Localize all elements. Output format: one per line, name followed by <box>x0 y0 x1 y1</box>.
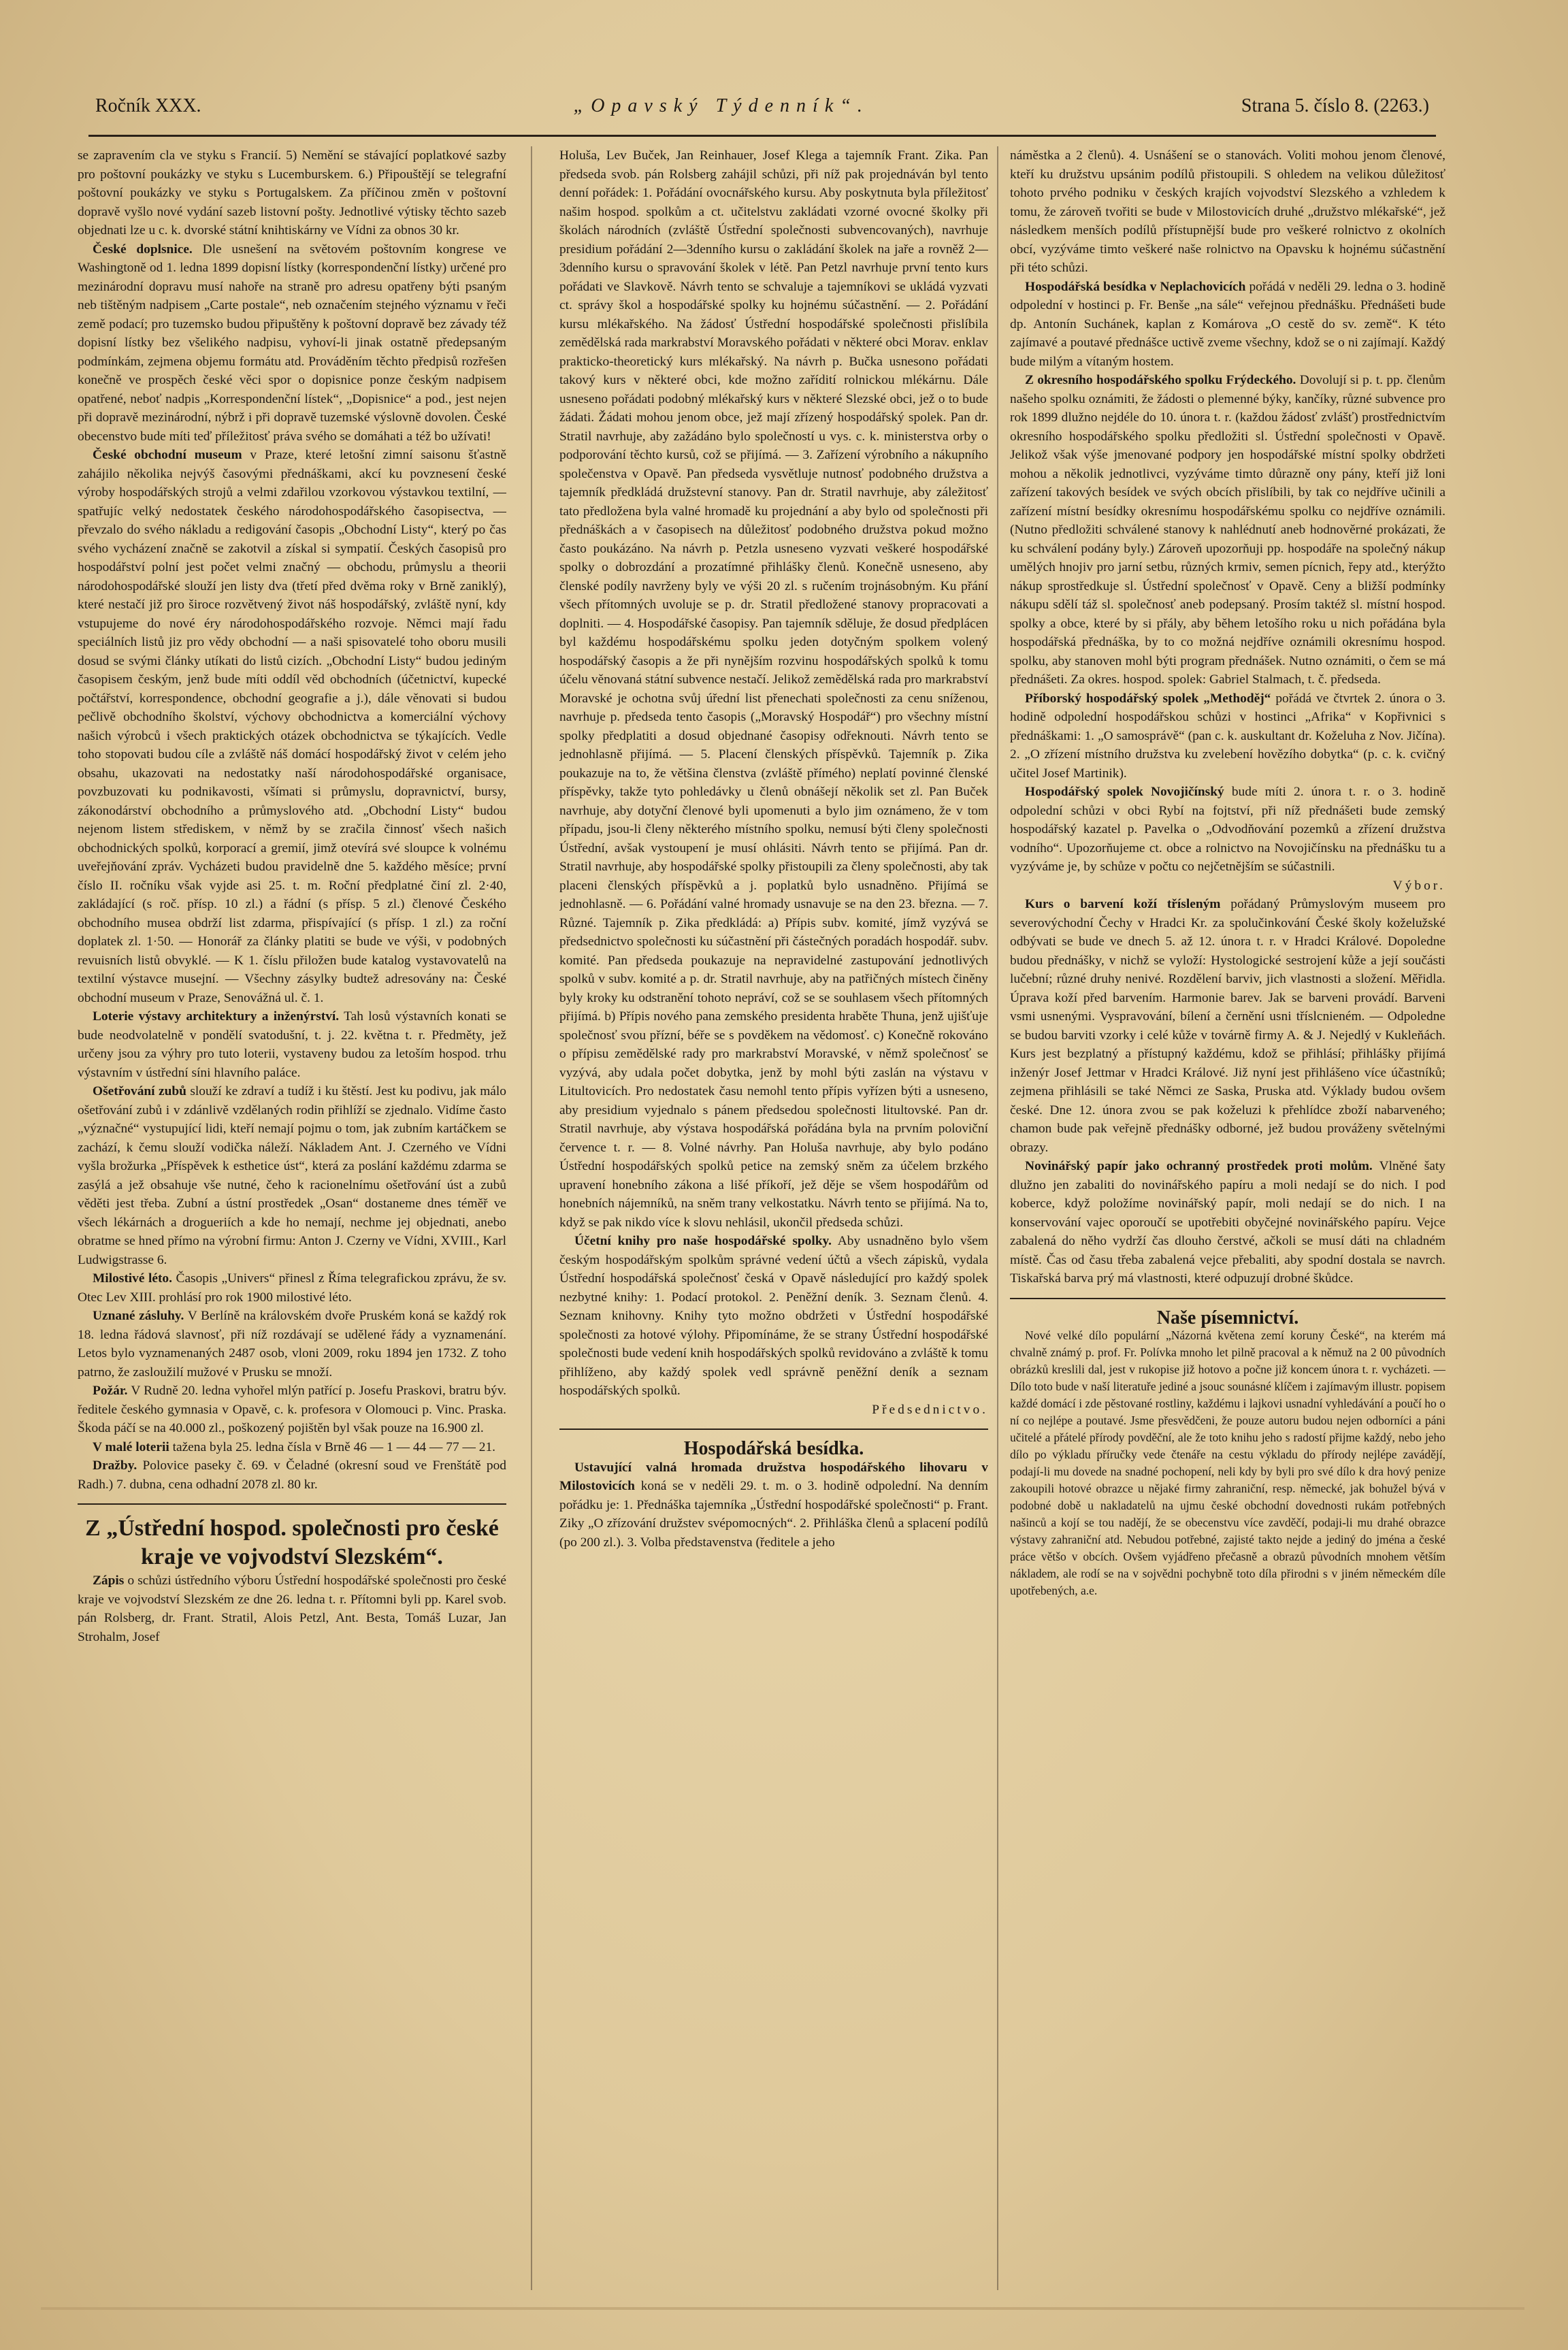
article <box>1010 371 1446 689</box>
article-text: pořádaný Průmyslovým museem pro severovýchodní Čechy v Hradci Kr. za spolučinkování České školy koželužské odbývati se bude ve dnech 5. až 12. února t. r. v Hradci Králové. Dopoledne budou přednášky, v nichž se vyloží: Hystologické sestrojení kůže a její součásti lučební; různé druhy nenivé. Rozdělení barviv, jich vlastnosti a složení. Měřidla. Úprava koží před barvením. Harmonie barev. Jak se barveni provádí. Barveni vsmi usnenými. Vyspravování, bílení a černění usni tříslcnieném. — Odpoledne se budou barviti vzorky i celé kůže v továrně firmy A. & J. Nejedlý v Kukleňách. Kurs jest bezplatný a přístupný každému, kdož se přihlásí; přihlášky přijímá inženýr Josef Jettmar v Hradci Králové. Již nyní jest přihlášeno více účastníků; zejmena přihlásili se také Němci ze Saska, Pruska atd. Výklady budou ovšem české. Dne 12. února zvou se pak koželuzi k přehlídce zboží nabarveného; chamon bude pak veřejně přednášky odborné, jež budou prováženy světelnými obrazy. <box>1010 897 1446 1155</box>
article <box>78 1438 506 1457</box>
page-number: Strana 5. číslo 8. (2263.) <box>1241 95 1429 116</box>
article <box>1010 689 1446 783</box>
section-rule <box>559 1429 988 1430</box>
article-heading: Účetní knihy pro naše hospodářské spolky. <box>574 1234 832 1248</box>
article-text: koná se v neděli 29. t. m. o 3. hodině odpolední. Na denním pořádku je: 1. Přednáška tajemníka „Ústřední hospodářské společnosti“ p. Frant. Ziky „O zřízování družstev svépomocných“. 2. Přihláška členů a splacení podílů (po 200 zl.). 3. Volba představenstva (ředitele a jeho <box>559 1479 988 1550</box>
article-text: tažena byla 25. ledna čísla v Brně 46 — 1 — 44 — 77 — 21. <box>172 1439 496 1454</box>
article-heading: České doplsnice. <box>93 242 193 257</box>
section-title: Hospodářská besídka. <box>683 1438 864 1459</box>
article <box>1010 895 1446 1157</box>
article-heading: Loterie výstavy architektury a inženýrství. <box>93 1009 340 1024</box>
article-text: pořádá ve čtvrtek 2. února o 3. hodině odpolední hospodářskou schůzi v hostinci „Afrika“ v Kopřivnici s přednáškami: 1. „O samosprávě“ (pan c. k. auskultant dr. Koželuha z Nov. Jičína). 2. „O zřízení místního družstva ku zvelebení hovězího dobytka“ (p. c. k. cvičný učitel Josef Martinik). <box>1010 691 1446 781</box>
article-text: slouží ke zdraví a tudíž i ku štěstí. Jest ku podivu, jak málo ošetřování zubů i v zdánlivě vzdělaných rodin přihlíží se zjednalo. Vidíme často „význačné“ vystupující lidi, kteří nemají pojmu o tom, jak zubním kartáčkem se zachází, k čemu slouží vodička náleží. Nákladem Ant. J. Czerného ve Vídni vyšla brožurka „Příspěvek k esthetice úst“, která za poslání každému zdarma se zasýlá a jež obsahuje vše nutné, čeho k racionelnímu ošetřování úst a zubů věděti jest třeba. Zubní a ústní prostředek „Osan“ dostaneme dnes téměř ve všech lékárnách a drogueriích a kde ho nemají, nechme jej objednati, anebo obratme se hned přímo na výrobní firmu: Anton J. Czerny ve Vídni, XVIII., Karl Ludwigstrasse 6. <box>78 1084 506 1267</box>
article-heading: Uznané zásluhy. <box>93 1309 184 1323</box>
section-rule <box>1010 1298 1446 1299</box>
header-rule <box>88 135 1436 137</box>
signature: Předsednictvo. <box>872 1402 988 1417</box>
page-header <box>95 95 1429 129</box>
article <box>78 1269 506 1307</box>
article <box>1010 1157 1446 1288</box>
article <box>559 1458 988 1552</box>
article-heading: Zápis <box>93 1573 125 1588</box>
article-text: bude míti 2. února t. r. o 3. hodině odpolední schůzi v obci Rybí na fojtství, při níž přednášeti bude zemský hospodářský kazatel p. Pavelka o „Odvodňování pozemků a zřízení družstva vodního“. Upozorňujeme ct. obce a rolnictvo na Novojičínsku na přednášku tu a vyzýváme je, by schůze v počtu co nejčetnějším se súčastnili. <box>1010 785 1446 874</box>
article <box>78 446 506 1007</box>
article-text: V Rudně 20. ledna vyhořel mlýn patřící p. Josefu Praskovi, bratru býv. ředitele českého gymnasia v Opavě, c. k. profesora v Olomouci p. Vinc. Praska. Škoda páčí se na 40.000 zl., poškozený pojištěn byl však pouze na 16.900 zl. <box>78 1384 506 1435</box>
article-heading: Novinářský papír jako ochranný prostředek proti molům. <box>1025 1159 1373 1173</box>
newspaper-title: „Opavský Týdenník“. <box>573 95 869 116</box>
article-heading: Ustavující valná hromada družstva hospodářského lihovaru v Milostovicích <box>559 1460 988 1493</box>
article-text: o schůzi ústředního výboru Ústřední hospodářské společnosti pro české kraje ve vojvodství Slezském ze dne 26. ledna t. r. Přítomni byli pp. Karel svob. pán Rolsberg, dr. Frant. Stratil, Alois Petzl, Ant. Besta, Tomáš Luzar, Jan Strohalm, Josef <box>78 1573 506 1644</box>
article-text: Dovolují si p. t. pp. členům našeho spolku oznámiti, že žádosti o plemenné býky, kančíky, různé subvence pro rok 1899 dlužno nejdéle do 10. února t. r. (každou žádosť zvlášť) prostřednictvím okresního hospodářského spolku předložiti sl. Ústřední společnosti v Opavě. Jelikož však výše jmenované podpory jen hospodářské místní spolky obdržeti mohou a několik jednotlivci, vyzýváme timto důrazně ony pány, kteří již loni zařízení takových besídek ve svých obcích přislíbili, by tak co nejdříve učinili a zařízení místní besídky okresnímu hospodářskému spolku co nejdříve oznámili. (Nutno předložiti schválené stanovy k nahlédnutí aneb hodnověrné prokázati, že ku schválení podány byly.) Zároveň upozorňuji pp. hospodáře na společný nákup umělých hnojiv pro jarní setbu, různých krmiv, semen pícnich, řepy atd., kterýžto nákup sprostředkuje sl. Ústřední společnosť v Opavě. Ceny a bližší podmínky nákupu sdělí táž sl. společnosť aneb podepsaný. Prosím taktéž sl. místní hospod. spolky a obce, které by si přály, aby během letošího roku u nich pořádána byla hospodářská přednáška, by to co možná nejdříve oznámili okresnímu hospod. spolku, aby stanoven mohl býti program přednášek. Nutno oznámiti, o čem se má přednášeti. Za okres. hospod. spolek: Gabriel Stalmach, t. č. předseda. <box>1010 373 1446 687</box>
article-heading: České obchodní museum <box>93 448 242 462</box>
section-title: Naše písemnictví. <box>1156 1307 1299 1328</box>
article-heading: Milostivé léto. <box>93 1271 172 1286</box>
article-text: V Berlíně na královském dvoře Pruském koná se každý rok 18. ledna řádová slavnosť, při níž rozdávají se udělené řády a vyznamenání. Letos bylo vyznamenaných 2487 osob, vloni 2009, roku 1894 jen 1732. Z toho patrno, že zasloužilí mužové v Prusku se množí. <box>78 1309 506 1380</box>
article <box>559 1232 988 1401</box>
article-text: v Praze, které letošní zimní saisonu šťastně zahájilo několika nejvýš časovými přednáškami, akcí ku povznesení české výroby hospodářských strojů a velmi zdařilou vzorkovou výstavkou textilní, — spatřujíc velký nedostatek českého národohospodářského časopisectva, — převzalo do svého nákladu a redigování časopis „Obchodní Listy“, který po čas svého vycházení značně se zakotvil a získal si sympatií. Českých časopisů pro hospodářství polní jest počet velmi značný — obchodu, průmyslu a theorii národohospodářské slouží jen listy dva (třetí před dvěma roky v Brně zaniklý), které nestačí již pro široce rozvětvený život náš hospodářský, zvláště nyní, kdy vstupujeme do nové éry národohospodářského rozvoje. Němci mají řadu speciálních listů jiz pro vědy obchodní — a naši spisovatelé toho oboru musili dosud se svými články utíkati do listů cizích. „Obchodní Listy“ budou jediným časopisem českým, jenž bude míti oddíl věd obchodních (účetnictví, kupecké počtářství, korrespondence, obchodní geografie a j.), dále věnovati si budou pečlivě obchodního školství, výchovy obchodnictva a komerciální výchovy našich výrobců i všech praktických otázek obchodnictva se týkajících. Vedle toho stopovati budou cíle a zvláště náš domácí hospodářský život v celém jeho obsahu, ukazovati na nedostatky naší národohospodářské organisace, povzbuzovati ku podnikavosti, všímati si průmyslu, dopravnictví, bursy, zákonodárství obchodního a průmyslového atd. „Obchodní Listy“ budou nejenom listem střediskem, v němž by se zračila činnosť všech našich obchodnických spolků, korporací a gremií, jimž otevírá své sloupce k volnému uveřejňování zpráv. Vycházeti budou pravidelně dne 5. každého měsíce; první číslo II. ročníku však vyjde asi 25. t. m. Roční předplatné činí zl. 2·40, zakládající (s roč. přísp. 10 zl.) a řádní (s přísp. 5 zl.) členové Českého obchodního musea obdrží list zdarma, přispívající (s přísp. 1 zl.) za roční doplatek zl. 1·50. — Honorář za články platiti se bude ve výši, v podobných revuisních listů obvyklé. — K 1. číslu přiložen bude katalog vystavovatelů na textilní výstavce musejní. — Všechny zásylky budtež adresovány na: České obchodní museum v Praze, Senovážná ul. č. 1. <box>78 448 506 1005</box>
article-text: se zapravením cla ve styku s Francií. 5) Nemění se stávající poplatkové sazby pro poštovní poukázky ve styku s Lucemburskem. 6.) Připouštějí se telegrafní poštovní poukázky ve styku s Portugalskem. Za příčinou změn v poštovní dopravě vyšlo nové vydání sazeb listovní pošty. Jednotlivé výtisky těchto sazeb objednati lze u c. k. dvorské státní knihtiskárny ve Vídni za obnos 30 kr. <box>78 148 506 238</box>
article <box>78 240 506 446</box>
article <box>78 1082 506 1269</box>
article-text: Vlněné šaty dlužno jen zabaliti do novinářského papíru a moli nedají se do nich. I pod koberce, když položíme novinářský papír, moli nedají se do nich. I na konservování vajec oporoučí se upotřebiti obyčejné novinářského papíru. Vejce zabalená do něho vydrží čas dlouho čerstvé, ačkoli se musí dáti na chladném místě. Čas od času třeba zabalená vejce přebaliti, aby spodní dostala se navrch. Tiskařská barva prý má vlastnosti, které odpuzují drobné škůdce. <box>1010 1159 1446 1286</box>
article-text: Tah losů výstavních konati se bude neodvolatelně v pondělí svatodušní, t. j. 22. května t. r. Předměty, jež určeny jsou za výhry pro tuto loterii, vystaveny budou za letoším hospod. trhu výstavním v ústřední síni hlavního paláce. <box>78 1009 506 1080</box>
article-text: Aby usnadněno bylo všem českým hospodářským spolkům správné vedení účtů a všech zápisků, vydala Ústřední hospodářská společnosť česká v Opavě následující pro každý spolek nezbytné knihy: 1. Podací protokol. 2. Peněžní deník. 3. Seznam členů. 4. Seznam knihovny. Knihy tyto možno obdržeti v Ústřední hospodářské společnosti za hotové výlohy. Připomínáme, že se strany Ústřední hospodářské společnosti bude vedení knih hospodářských spolků revidováno a zvláště k tomu přihlíženo, aby každý spolek vedl správně peněžní deník a seznam hospodářských spolků. <box>559 1234 988 1398</box>
article <box>78 1382 506 1438</box>
article-heading: Dražby. <box>93 1458 137 1473</box>
article-heading: Ošetřování zubů <box>93 1084 186 1098</box>
article <box>78 1456 506 1494</box>
article-heading: Příborský hospodářský spolek „Methoděj“ <box>1025 691 1271 706</box>
article-heading: Hospodářský spolek Novojičínský <box>1025 785 1224 799</box>
page-bottom-edge <box>41 2307 1524 2310</box>
article <box>78 1307 506 1382</box>
article-text: náměstka a 2 členů). 4. Usnášení se o stanovách. Voliti mohou jenom členové, kteří ku družstvu upsánim podílů přistoupili. S ohledem na velikou důležitosť tohoto prvého podniku v českých krajích vojvodství Slezského a vzhledem k tomu, že zároveň tvořiti se bude v Milostovicích druhé „družstvo mlékařské“, jež následkem menších podílů přístupnější bude pro veškeré rolnictvo z okolních obcí, vyzýváme timto veškeré naše rolnictvo na Opavsku k hojnému súčastnění při této schůzi. <box>1010 148 1446 275</box>
column-2 <box>559 146 988 2290</box>
column-divider <box>531 146 532 2290</box>
article-text: Holuša, Lev Buček, Jan Reinhauer, Josef Klega a tajemník Frant. Zika. Pan předseda svob. pán Rolsberg zahájil schůzi, při níž pak projednáván byl tento denní pořádek: 1. Pořádání ovocnářského kursu. Aby poskytnuta byla příležitosť našim hospod. spolkům a ct. učitelstvu zakládati vzorné ovocné školky při školách národních (zvláště Ústřední společnosti subvencovaných), navrhuje presidium pořádání 2—3denního kursu o zakládání školek na jaře a rovněž 2—3denního kursu o spravování školek v létě. Pan Petzl navrhuje první tento kurs pořádati ve Slavkově. Návrh tento se schvaluje a tajemníkovi se ukládá vyzvati ct. správy škol a hospodářské spolky ku hojnému súčastnění. — 2. Pořádání kursu mlékařského. Na žádosť Ústřední hospodářské společnosti přislíbila zemědělská rada markrabství Moravského pořádati v některé obci Morav. enklav prakticko-theoretický kurs mlékařský. Na návrh p. Bučka usnesono pořádati takový kurs v některé obci, kde možno zařídití rolnickou mlékárnu. Dále usneseno pořádati podobný mlékařský kurs v některé Slezské obci, jež o to bude žádati. Žádati mohou jenom obce, jež mají zřízený hospodářský spolek. Pan dr. Stratil navrhuje, aby zažádáno bylo společností u vys. c. k. ministerstva orby o podporování těchto kursů, což se přijímá. — 3. Zařízení výrobního a nákupního společenstva v Opavě. Pan předseda vysvětluje nutnosť podobného družstva a tajemník předkládá družstevní stanovy. Pan dr. Stratil navrhuje, aby záležitosť tato předložena byla valné hromadě ku projednání a aby bylo od společnosti při přednáškách a v časopisech na důležitosť podobného družstva pokud možno často poukázáno. Na návrh p. Petzla usneseno vyzvati veškeré hospodářské spolky o dobrozdání a prozatímné přihlášky členů. Konečně usneseno, aby členské podíly navrženy byly ve výši 20 zl. s ručením trojnásobným. Ku přání všech přítomných uvoluje se p. dr. Stratil předložené stanovy propracovati a doplniti. — 4. Hospodářské časopisy. Pan tajemník sděluje, že dosud předplácen byl každému hospodářskému spolku jeden dotyčným spolkem volený hospodářský časopis a že při nynějším rozvinu hospodářských spolků k tomu účelu věnovaná státní subvence nestačí. Jelikož zemědělská rada pro markrabství Moravské je ochotna svůj úřední list přenechati společnosti za cenu sníženou, navrhuje p. předseda tento časopis („Moravský Hospodář“) pro všechny místní spolky předplatiti a dosud objednané časopisy odřeknouti. Návrh tento se jednohlasně přijímá. — 5. Placení členských příspěvků. Tajemník p. Zika poukazuje na to, že většina členstva (zvláště přímého) neplatí povinné členské příspěvky, takže tyto pohledávky u členů obnášejí několik set zl. Pan Buček navrhuje, aby dotyční členové byli upomenuti a bylo jim oznámeno, že v tom případu, jsou-li členy některého místního spolku, nemusí býti členy společnosti Ústřední, avšak vystoupení je musí ohlásiti. Návrh tento se přijímá. Pan dr. Stratil navrhuje, aby hospodářské spolky přistoupili za členy společnosti, aby tak placeni členských příspěvků a j. poplatků bylo usnadněno. Přijímá se jednohlasně. — 6. Pořádání valné hromady usnavuje se na den 23. března. — 7. Různé. Tajemník p. Zika předkládá: a) Přípis subv. komité, jímž vyzývá se předsednictvo společnosti ku súčastnění při částečných poradách hospodář. subv. komité. Pan předseda poukazuje na nepravidelné zastupování jednotlivých spolků v subv. komité a p. dr. Stratil navrhuje, aby na patřičných místech činěny byly kroky ku odstranění tohoto nepráví, což se se souhlasem všech přítomných přijímá. b) Přípis nového pana zemského presidenta hraběte Thuna, jenž ujišťuje společnosť svou přízní, béře se s povděkem na vědomosť. c) Konečně rokováno o přípisu zemědělské rady pro markrabství Moravské, v němž společnosť se vyzývá, aby udala počet dobytka, jenž by mohl býti zaslán na výstavu v Litultovicích. Pro nedostatek času nemohl tento přípis vyřízen býti a usneseno, aby presidium vyjednalo s pánem předsedou společnosti litultovské. Pan dr. Stratil navrhuje, aby výstava hospodářská pořádána byla na prvním poloviční července t. r. — 8. Volné návrhy. Pan Holuša navrhuje, aby bylo podáno Ústřední hospodářských spolků petice na zemský sněm za účelem brzkého upravení honebního zákona a lišé příkoří, jež děje se všem hospodářům od honebních nájemníků, na sněm trany velkostatku. Návrh tento se přijímá. Na to, když se pak nikdo více k slovu nehlásil, ukončil předseda schůzi. <box>559 148 988 1230</box>
article-heading: V malé loterii <box>93 1439 169 1454</box>
article-text: Polovice paseky č. 69. v Čeladné (okresní soud ve Frenštátě pod Radh.) 7. dubna, cena odhadní 2078 zl. 80 kr. <box>78 1458 506 1492</box>
article-heading: Hospodářská besídka v Neplachovicích <box>1025 279 1246 294</box>
article-text: Časopis „Univers“ přinesl z Říma telegrafickou zprávu, že sv. Otec Lev XIII. prohlásí pro rok 1900 milostivé léto. <box>78 1271 506 1305</box>
article <box>1010 278 1446 372</box>
article-heading: Kurs o barvení koží třísleným <box>1025 897 1221 911</box>
column-divider <box>997 146 998 2290</box>
article <box>78 1571 506 1646</box>
article <box>78 1007 506 1082</box>
article <box>1010 783 1446 877</box>
section-rule <box>78 1503 506 1505</box>
article-heading: Požár. <box>93 1384 128 1398</box>
article-text: Nové velké dílo populární „Názorná květena zemí koruny České“, na kterém má chvalně známý p. prof. Fr. Polívka mnoho let pilně pracoval a k němuž na 2 00 původních obrázků kreslili dal, jest v rukopise již hotovo a počne již koncem února t. r. vycházeti. — Dílo toto bude v naší literatuře jediné a jsouc sounásné klíčem i zajímavým illustr. popisem každé domácí i zde pěstované rostliny, každému i lajkovi usnadní vyhledávání a poučí ho o ní co nejlépe a poutavé. Jsme přesvědčeni, že pouze autoru budou nejen odborníci a páni učitelé a přátelé přírody povděční, ale že toto knihu jeho s radostí přijme každý, nebo jeho dílo po výkladu příručky vede čtenáře na cestu výkladu do přírody nejlépe zavádějí, podají-li mu dovede na snadné pochopení, neli kdy by byli pro své dílo k dra hový penize zakoupili hotové obrazce u nějaké firmy zahraniční, resp. německé, jak bohužel bývá v podobné době u nakladatelů na ujmu české obchodní dovednosti rukám potřebných našinců a kojí se tou nadějí, že se obecenstvu více zavděčí, podaji-li mu drahé obrazce výstavy zahraniční atd. Nebudou potřebné, zajisté takto nejde a jediný do jména a české práce většo v obcích. Ovšem vyjádřeno přečasně a obrazů původních mnohem větším nákladem, ale rodí se na v sojvědni pochybně toto díla přirodni s v jiném německém díle upotřebených, a.e. <box>1010 1328 1446 1597</box>
section-title: Z „Ústřední hospod. společnosti pro české kraje ve vojvodství Slezském“. <box>85 1516 499 1569</box>
column-3 <box>1010 146 1446 2290</box>
article-text: Dle usnešení na světovém poštovním kongrese ve Washingtoně od 1. ledna 1899 dopisní lístky (korrespondenční lístky) určené pro mezinárodní dopravu musí nahoře na straně pro adresu opatřeny býti psaným neb tištěným nadpisem „Carte postale“, neb označením stejného významu v řeči země podací; pro tuzemsko budou připuštěny k poštovní dopravě bez závady též dopisní lístky bez všelikého nadpisu, vyhoví-li jinak ostatně předepsaným podmínkám, zejmena objemu formátu atd. Prováděním těchto předpisů rozřešen konečně ve prospěch české věci spor o dopisnice ponze českým nadpisem opatřené, neboť nadpis „Korrespondenční lístek“, „Dopisnice“ a pod., jest nejen při dopravě mezinárodní, nýbrž i při dopravě tuzemské výslovně dovolen. České obecenstvo bude míti teď příležitosť práva svého se domáhati a též bo užívati! <box>78 242 506 444</box>
signature: Výbor. <box>1392 878 1446 893</box>
article-heading: Z okresního hospodářského spolku Frýdeckého. <box>1025 373 1296 387</box>
volume-label: Ročník XXX. <box>95 95 201 116</box>
article-text: pořádá v neděli 29. ledna o 3. hodině odpolední v hostinci p. Fr. Benše „na sále“ veřejnou přednášku. Přednášeti bude dp. Antonín Suchánek, kaplan z Komárova „O cestě do sv. země“. K této zajímavé a poutavé přednášce uctivě zveme všechny, kdož se o ni zajímají. Každý bude milým a vítaným hostem. <box>1010 279 1446 369</box>
column-1 <box>78 146 506 2290</box>
